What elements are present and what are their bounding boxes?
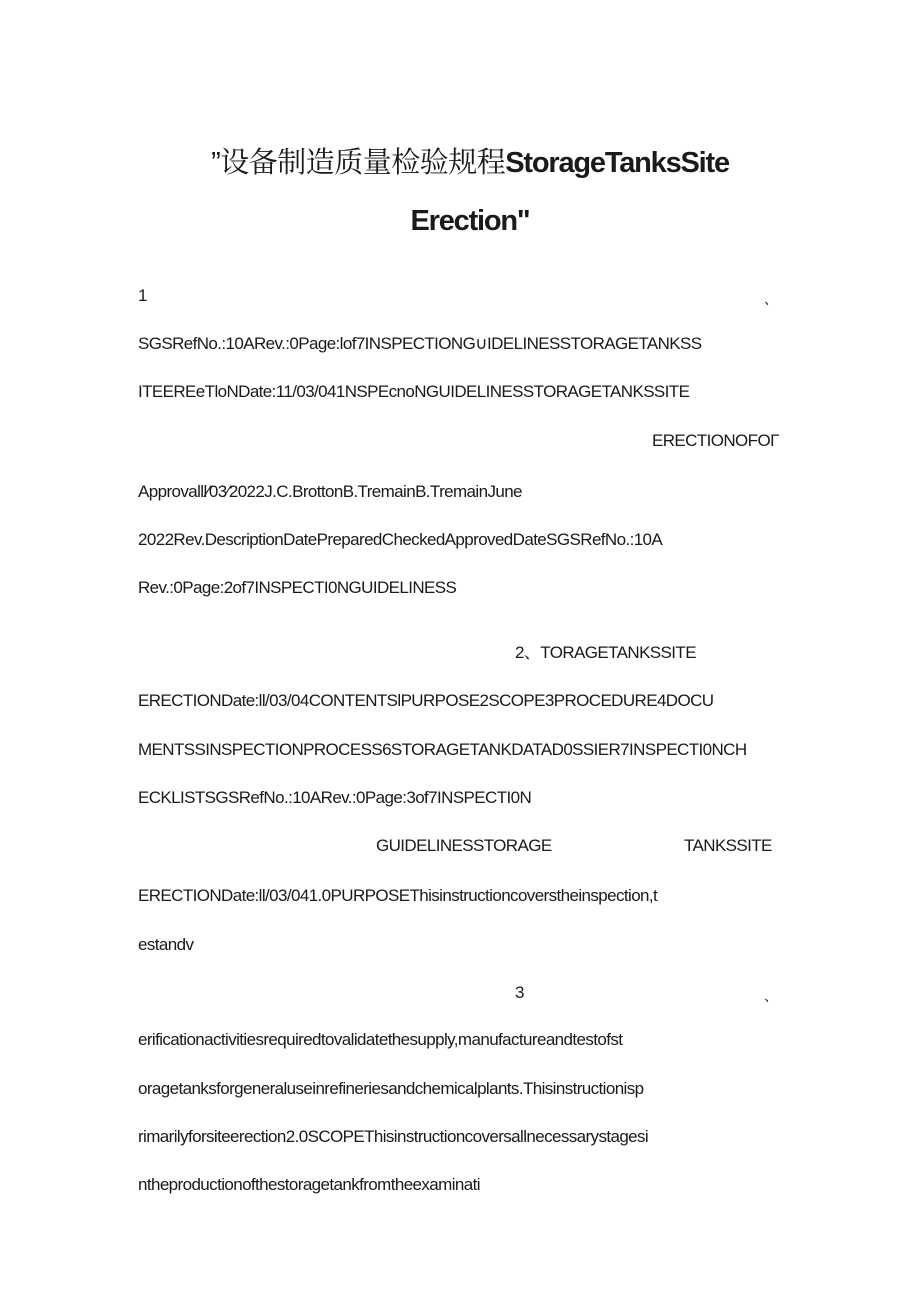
body-line: ERECTIONDate:ll/03/04CONTENTSlPURPOSE2SCOPE3PROCEDURE4DOCU bbox=[138, 691, 714, 710]
page-number-2: 2、TORAGETANKSSITE bbox=[515, 643, 696, 662]
page-number-1: 1 bbox=[138, 286, 147, 305]
title-chinese: ”设备制造质量检验规程 bbox=[211, 147, 506, 179]
body-line: ERECTIONOFOΓ bbox=[652, 431, 779, 450]
split-line-left: GUIDELINESSTORAGE bbox=[376, 836, 552, 855]
body-line: MENTSSINSPECTIONPROCESS6STORAGETANKDATAD0SSIER7INSPECTI0NCH bbox=[138, 740, 747, 759]
body-line: 2022Rev.DescriptionDatePreparedCheckedApprovedDateSGSRefNo.:10A bbox=[138, 530, 663, 549]
title-english: StorageTanksSite bbox=[505, 147, 729, 179]
body-line: ECKLISTSGSRefNo.:10ARev.:0Page:3of7INSPECTI0N bbox=[138, 788, 532, 807]
body-line: oragetanksforgeneraluseinrefineriesandchemicalplants.Thisinstructionisp bbox=[138, 1079, 644, 1098]
body-line: erificationactivitiesrequiredtovalidatethesupply,manufactureandtestofst bbox=[138, 1030, 623, 1049]
page-number-3: 3 bbox=[515, 983, 524, 1002]
document-title-line-2 bbox=[130, 201, 810, 241]
body-line: SGSRefNo.:10ARev.:0Page:lof7INSPECTIONG∪IDELINESSTORAGETANKSS bbox=[138, 334, 702, 353]
document-title-line-1 bbox=[130, 143, 810, 183]
page-marker-comma-1: 、 bbox=[764, 291, 778, 307]
page-marker-comma-3: 、 bbox=[764, 988, 778, 1004]
body-line: estandv bbox=[138, 935, 194, 954]
body-line: rimarilyforsiteerection2.0SCOPEThisinstructioncoversallnecessarystagesi bbox=[138, 1127, 649, 1146]
body-line: Approvalll⁄03⁄2022J.C.BrottonB.TremainB.TremainJune bbox=[138, 482, 522, 501]
body-line: ITEEREeTloNDate:11/03/041NSPEcnoNGUIDELINESSTORAGETANKSSITE bbox=[138, 382, 690, 401]
split-line-right: TANKSSITE bbox=[684, 836, 772, 855]
body-line: ntheproductionofthestoragetankfromtheexaminati bbox=[138, 1175, 480, 1194]
body-line: Rev.:0Page:2of7INSPECTI0NGUIDELINESS bbox=[138, 578, 457, 597]
title-english-continued: Erection" bbox=[410, 205, 530, 237]
body-line: ERECTIONDate:ll/03/041.0PURPOSEThisinstructioncoverstheinspection,t bbox=[138, 886, 658, 905]
